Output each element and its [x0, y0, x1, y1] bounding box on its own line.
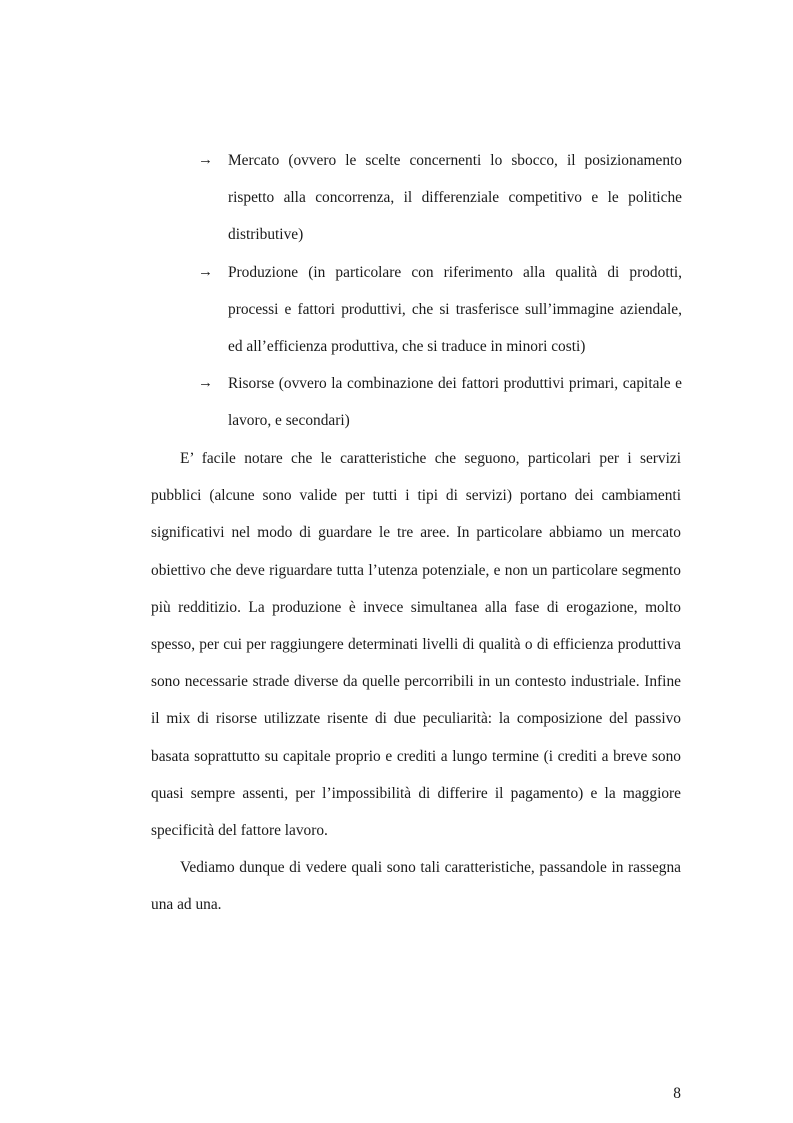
body-paragraph: E’ facile notare che le caratteristiche che seguono, particolari per i servizi pubblici (alcune sono valide per tutti i tipi di servizi) portano dei cambiamenti significativi nel modo di guardare le tre aree. In particolare abbiamo un mercato obiettivo che deve riguardare tutta l’utenza potenziale, e non un particolare segmento più redditizio. La produzione è invece simultanea alla fase di erogazione, molto spesso, per cui per raggiungere determinati livelli di qualità o di efficienza produttiva sono necessarie strade diverse da quelle percorribili in un contesto industriale. Infine il mix di risorse utilizzate risente di due peculiarità: la composizione del passivo basata soprattutto su capitale proprio e crediti a lungo termine (i crediti a breve sono quasi sempre assenti, per l’impossibilità di differire il pagamento) e la maggiore specificità del fattore lavoro. — [151, 450, 681, 840]
right-arrow-icon: → — [198, 375, 213, 392]
bullet-item-produzione — [198, 254, 682, 366]
bullet-item-risorse — [198, 365, 682, 439]
bullet-text: Mercato (ovvero le scelte concernenti lo sbocco, il posizionamento rispetto alla concorrenza, il differenziale competitivo e le politiche distributive) — [228, 152, 682, 244]
right-arrow-icon: → — [198, 263, 213, 280]
page-number: 8 — [673, 1085, 681, 1102]
bullet-item-mercato — [198, 142, 682, 254]
bullet-text: Produzione (in particolare con riferimento alla qualità di prodotti, processi e fattori produttivi, che si trasferisce sull’immagine aziendale, ed all’efficienza produttiva, che si traduce in minori costi) — [228, 263, 682, 356]
right-arrow-icon: → — [198, 152, 213, 168]
body-paragraph: Vediamo dunque di vedere quali sono tali caratteristiche, passandole in rassegna una ad una. — [151, 859, 681, 914]
bullet-text: Risorse (ovvero la combinazione dei fattori produttivi primari, capitale e lavoro, e secondari) — [228, 375, 682, 430]
bullet-list — [198, 142, 682, 440]
